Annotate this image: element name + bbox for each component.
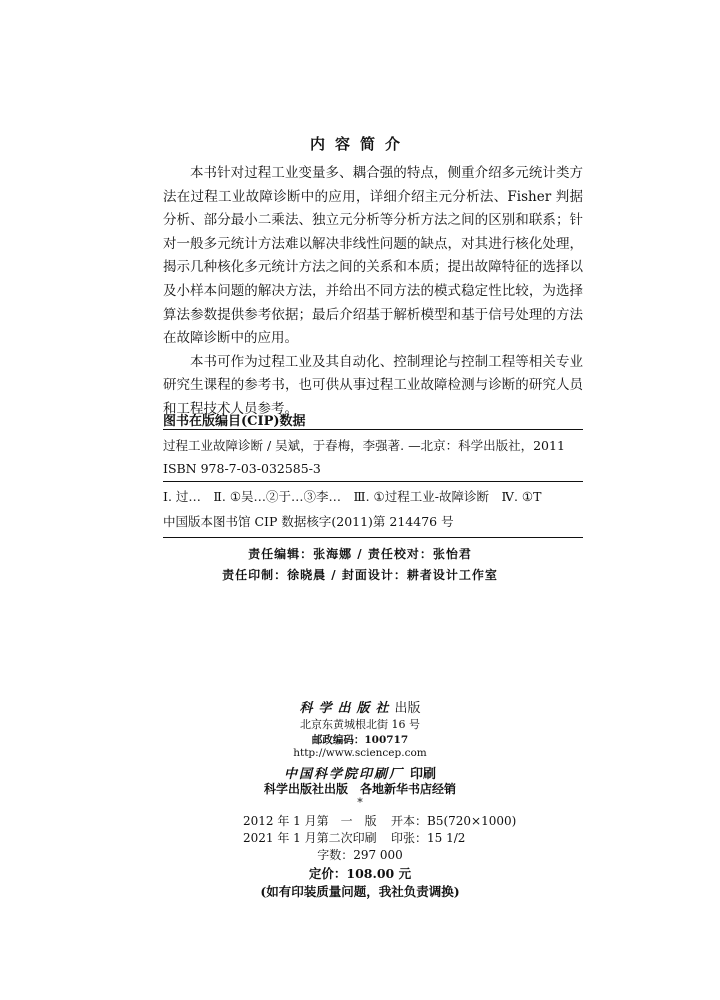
publisher-url: http://www.sciencep.com (293, 747, 427, 759)
summary-title: 内容简介 (309, 135, 410, 153)
spec-print-date: 2021 年 1 月第二次印刷 (243, 831, 377, 845)
summary-paragraph-1: 本书针对过程工业变量多、耦合强的特点，侧重介绍多元统计类方法在过程工业故障诊断中的应用，详细介绍主元分析法、Fisher 判据分析、部分最小二乘法、独立元分析等分析方法之间的区别和联系；针对一般多元统计方法难以解决非线性问题的缺点，对其进行核化处理，揭示几种核化多元统计方法之间的关系和本质；提出故障特征的选择以及小样本问题的解决方法，并给出不同方法的模式稳定性比较，为选择算法参数提供参考依据；最后介绍基于解析模型和基于信号处理的方法在故障诊断中的应用。 (163, 165, 583, 347)
summary-body (163, 162, 583, 422)
cip-line-number: 中国版本图书馆 CIP 数据核字(2011)第 214476 号 (163, 514, 454, 529)
credits-production: 责任印制：徐晓晨 / 封面设计：耕者设计工作室 (222, 568, 498, 582)
distribution-line: 科学出版社出版 各地新华书店经销 (263, 782, 456, 796)
spec-sheets: 印张：15 1/2 (391, 831, 466, 845)
cip-heading: 图书在版编目(CIP)数据 (163, 414, 306, 429)
spec-price: 定价：108.00 元 (308, 866, 412, 881)
publisher-suffix: 出版 (394, 701, 421, 716)
cip-line-isbn: ISBN 978-7-03-032585-3 (163, 461, 321, 476)
spec-format: 开本：B5(720×1000) (391, 814, 517, 828)
publisher-address: 北京东黄城根北街 16 号 (300, 718, 420, 731)
summary-paragraph-2: 本书可作为过程工业及其自动化、控制理论与控制工程等相关专业研究生课程的参考书，也可供从事过程工业故障检测与诊断的研究人员和工程技术人员参考。 (163, 353, 583, 417)
publisher-line (0, 697, 720, 716)
printer-logo-text: 中国科学院印刷厂 (283, 767, 404, 782)
cip-divider-middle (163, 481, 583, 482)
spec-edition (243, 812, 516, 829)
spec-edition-date: 2012 年 1 月第 一 版 (243, 814, 377, 828)
spec-printing (243, 829, 465, 846)
cip-divider-top (163, 429, 583, 430)
publisher-postcode: 邮政编码：100717 (311, 734, 409, 746)
cip-line-classification: Ⅰ. 过… Ⅱ. ①吴…②于…③李… Ⅲ. ①过程工业-故障诊断 Ⅳ. ①T (163, 489, 542, 504)
spec-word-count: 字数：297 000 (317, 848, 403, 862)
publisher-logo-text: 科学出版社 (299, 701, 395, 716)
cip-line-title: 过程工业故障诊断 / 吴斌，于春梅，李强著. —北京：科学出版社，2011 (163, 438, 565, 453)
printer-suffix: 印刷 (410, 767, 437, 782)
spec-note: (如有印装质量问题，我社负责调换) (260, 884, 460, 899)
separator-star: * (357, 796, 363, 809)
credits-editors: 责任编辑：张海娜 / 责任校对：张怡君 (248, 547, 472, 561)
cip-divider-bottom (163, 537, 583, 538)
